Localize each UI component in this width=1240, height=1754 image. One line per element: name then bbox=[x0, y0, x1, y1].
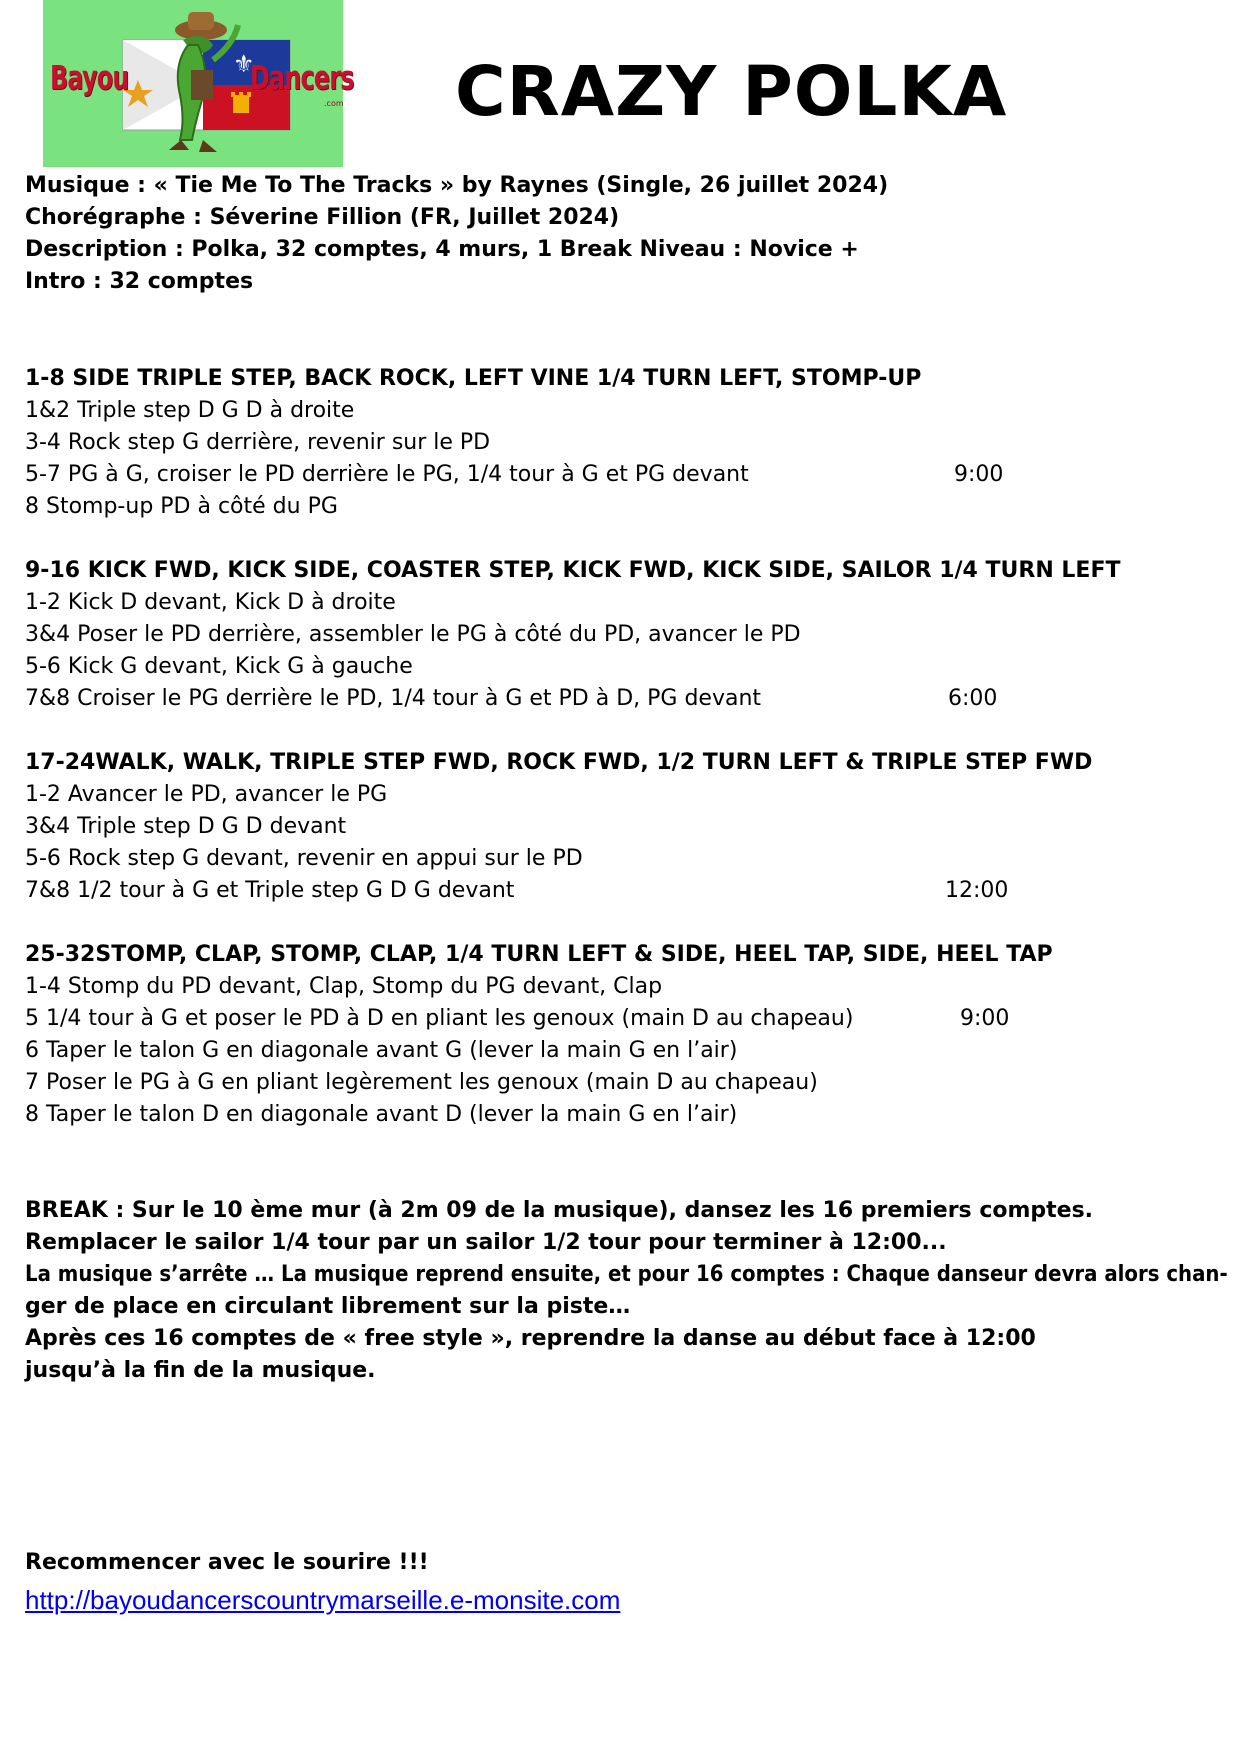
step-line: 3-4 Rock step G derrière, revenir sur le PD bbox=[25, 430, 491, 455]
logo-word-right: Dancers bbox=[250, 58, 354, 97]
section-heading: 1-8 SIDE TRIPLE STEP, BACK ROCK, LEFT VINE 1/4 TURN LEFT, STOMP-UP bbox=[25, 366, 922, 391]
step-line: 7&8 Croiser le PG derrière le PD, 1/4 tour à G et PD à D, PG devant bbox=[25, 686, 762, 711]
step-line: 3&4 Poser le PD derrière, assembler le PG à côté du PD, avancer le PD bbox=[25, 622, 801, 647]
section-heading: 9-16 KICK FWD, KICK SIDE, COASTER STEP, KICK FWD, KICK SIDE, SAILOR 1/4 TURN LEFT bbox=[25, 558, 1121, 583]
step-line: 5-7 PG à G, croiser le PD derrière le PG, 1/4 tour à G et PG devant bbox=[25, 462, 749, 487]
orientation-label: 12:00 bbox=[945, 878, 1009, 903]
step-line: 1&2 Triple step D G D à droite bbox=[25, 398, 355, 423]
description-line: Description : Polka, 32 comptes, 4 murs, 1 Break Niveau : Novice + bbox=[25, 237, 859, 262]
step-line: 1-4 Stomp du PD devant, Clap, Stomp du PG devant, Clap bbox=[25, 974, 663, 999]
logo-suffix: .com bbox=[324, 99, 344, 108]
music-line: Musique : « Tie Me To The Tracks » by Raynes (Single, 26 juillet 2024) bbox=[25, 173, 889, 198]
orientation-label: 9:00 bbox=[960, 1006, 1010, 1031]
choreographer-line: Chorégraphe : Séverine Fillion (FR, Juillet 2024) bbox=[25, 205, 620, 230]
step-line: 5 1/4 tour à G et poser le PD à D en pliant les genoux (main D au chapeau) bbox=[25, 1006, 854, 1031]
break-line: BREAK : Sur le 10 ème mur (à 2m 09 de la musique), dansez les 16 premiers comptes. bbox=[25, 1198, 1094, 1223]
step-line: 8 Stomp-up PD à côté du PG bbox=[25, 494, 338, 519]
logo-word-left: Bayou bbox=[50, 58, 129, 97]
break-line: La musique s’arrête … La musique reprend ensuite, et pour 16 comptes : Chaque danseur devra alors chan- bbox=[25, 1262, 1228, 1287]
step-line: 5-6 Kick G devant, Kick G à gauche bbox=[25, 654, 413, 679]
orientation-label: 9:00 bbox=[954, 462, 1004, 487]
step-line: 5-6 Rock step G devant, revenir en appui sur le PD bbox=[25, 846, 583, 871]
closing-line: Recommencer avec le sourire !!! bbox=[25, 1550, 429, 1575]
section-heading: 17-24WALK, WALK, TRIPLE STEP FWD, ROCK FWD, 1/2 TURN LEFT & TRIPLE STEP FWD bbox=[25, 750, 1093, 775]
step-line: 7&8 1/2 tour à G et Triple step G D G devant bbox=[25, 878, 515, 903]
step-line: 8 Taper le talon D en diagonale avant D (lever la main G en l’air) bbox=[25, 1102, 738, 1127]
website-link[interactable]: http://bayoudancerscountrymarseille.e-monsite.com bbox=[25, 1585, 621, 1615]
break-line: Remplacer le sailor 1/4 tour par un sailor 1/2 tour pour terminer à 12:00... bbox=[25, 1230, 947, 1255]
step-line: 6 Taper le talon G en diagonale avant G (lever la main G en l’air) bbox=[25, 1038, 738, 1063]
break-line: ger de place en circulant librement sur la piste… bbox=[25, 1294, 631, 1319]
page-title: CRAZY POLKA bbox=[455, 52, 1008, 132]
step-line: 7 Poser le PG à G en pliant legèrement les genoux (main D au chapeau) bbox=[25, 1070, 818, 1095]
svg-text:⚜: ⚜ bbox=[233, 50, 255, 78]
step-line: 1-2 Avancer le PD, avancer le PG bbox=[25, 782, 388, 807]
orientation-label: 6:00 bbox=[948, 686, 998, 711]
step-line: 1-2 Kick D devant, Kick D à droite bbox=[25, 590, 396, 615]
section-heading: 25-32STOMP, CLAP, STOMP, CLAP, 1/4 TURN LEFT & SIDE, HEEL TAP, SIDE, HEEL TAP bbox=[25, 942, 1053, 967]
step-line: 3&4 Triple step D G D devant bbox=[25, 814, 347, 839]
club-logo bbox=[43, 0, 354, 167]
break-line: Après ces 16 comptes de « free style », reprendre la danse au début face à 12:00 bbox=[25, 1326, 1036, 1351]
intro-line: Intro : 32 comptes bbox=[25, 269, 254, 294]
break-line: jusqu’à la fin de la musique. bbox=[25, 1358, 376, 1383]
